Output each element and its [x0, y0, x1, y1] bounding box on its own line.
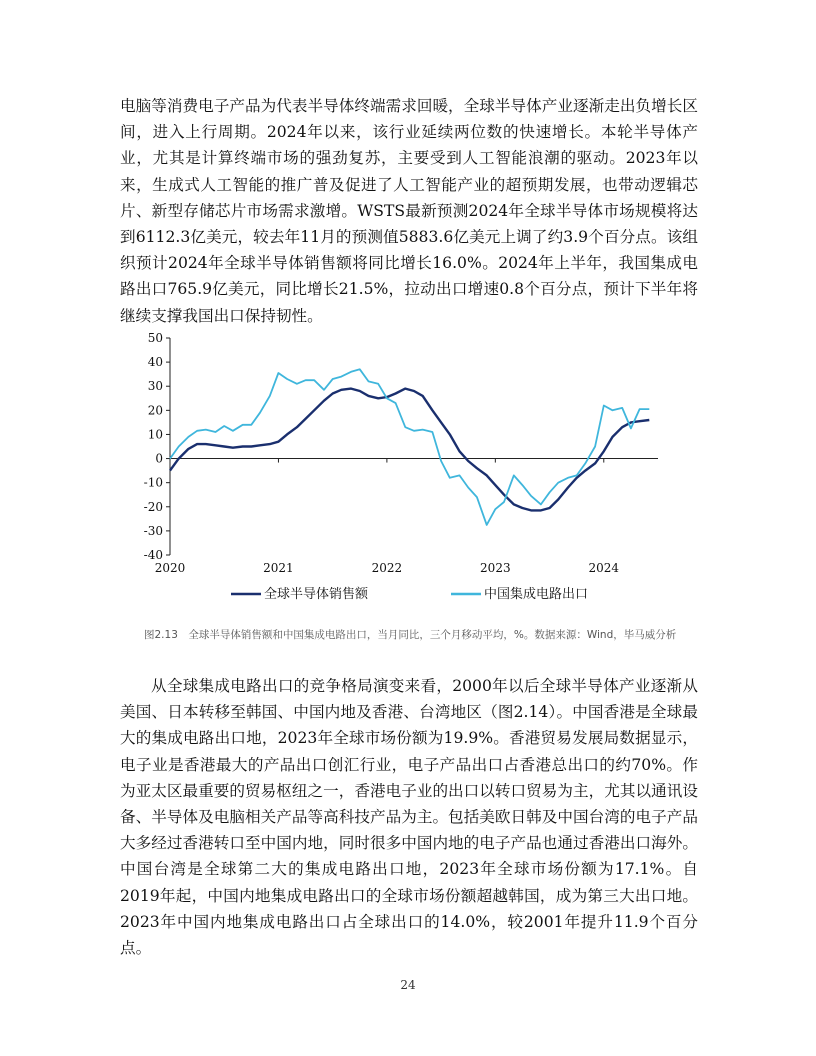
y-tick-label: 10: [147, 427, 163, 442]
y-tick-label: -40: [143, 548, 163, 562]
page-number: 24: [400, 978, 416, 992]
y-tick-label: 30: [147, 379, 163, 394]
chart-legend: [231, 586, 588, 602]
legend-label-global-sales: 全球半导体销售额: [264, 587, 369, 602]
x-axis: [155, 459, 658, 575]
legend-label-china-ic-exports: 中国集成电路出口: [484, 587, 589, 602]
y-axis: [144, 331, 170, 562]
y-tick-label: 50: [147, 331, 163, 345]
x-tick-label: 2024: [588, 561, 620, 575]
x-tick-label: 2020: [154, 561, 186, 575]
series-layer: [170, 369, 649, 525]
body-paragraph-2: 从全球集成电路出口的竞争格局演变来看，2000年以后全球半导体产业逐渐从美国、日本转移至韩国、中国内地及香港、台湾地区（图2.14）。中国香港是全球最大的集成电路出口地，2023年全球市场份额为19.9%。香港贸易发展局数据显示，电子业是香港最大的产品出口创汇行业，电子产品出口占香港总出口的约70%。作为亚太区最重要的贸易枢纽之一，香港电子业的出口以转口贸易为主，尤其以通讯设备、半导体及电脑相关产品等高科技产品为主。包括美欧日韩及中国台湾的电子产品大多经过香港转口至中国内地，同时很多中国内地的电子产品也通过香港出口海外。中国台湾是全球第二大的集成电路出口地，2023年全球市场份额为17.1%。自2019年起，中国内地集成电路出口的全球市场份额超越韩国，成为第三大出口地。2023年中国内地集成电路出口占全球出口的14.0%，较2001年提升11.9个百分点。: [120, 677, 698, 958]
series-line-global-sales: [170, 389, 649, 511]
x-tick-label: 2023: [480, 561, 511, 575]
y-tick-label: -20: [143, 499, 163, 514]
y-tick-label: 0: [155, 451, 163, 466]
y-tick-label: -30: [143, 523, 163, 538]
y-tick-label: 40: [147, 355, 163, 370]
body-paragraph-1: 电脑等消费电子产品为代表半导体终端需求回暖，全球半导体产业逐渐走出负增长区间，进入上行周期。2024年以来，该行业延续两位数的快速增长。本轮半导体产业，尤其是计算终端市场的强劲复苏，主要受到人工智能浪潮的驱动。2023年以来，生成式人工智能的推广普及促进了人工智能产业的超预期发展，也带动逻辑芯片、新型存储芯片市场需求激增。WSTS最新预测2024年全球半导体市场规模将达到6112.3亿美元，较去年11月的预测值5883.6亿美元上调了约3.9个百分点。该组织预计2024年全球半导体销售额将同比增长16.0%。2024年上半年，我国集成电路出口765.9亿美元，同比增长21.5%，拉动出口增速0.8个百分点，预计下半年将继续支撑我国出口保持韧性。: [120, 97, 698, 325]
figure-caption: 图2.13 全球半导体销售额和中国集成电路出口，当月同比，三个月移动平均，%。数据来源：Wind，毕马威分析: [144, 629, 677, 641]
line-chart: [138, 330, 678, 612]
x-tick-label: 2021: [263, 561, 294, 575]
y-tick-label: 20: [147, 403, 163, 418]
y-tick-label: -10: [143, 475, 163, 490]
x-tick-label: 2022: [371, 561, 403, 575]
